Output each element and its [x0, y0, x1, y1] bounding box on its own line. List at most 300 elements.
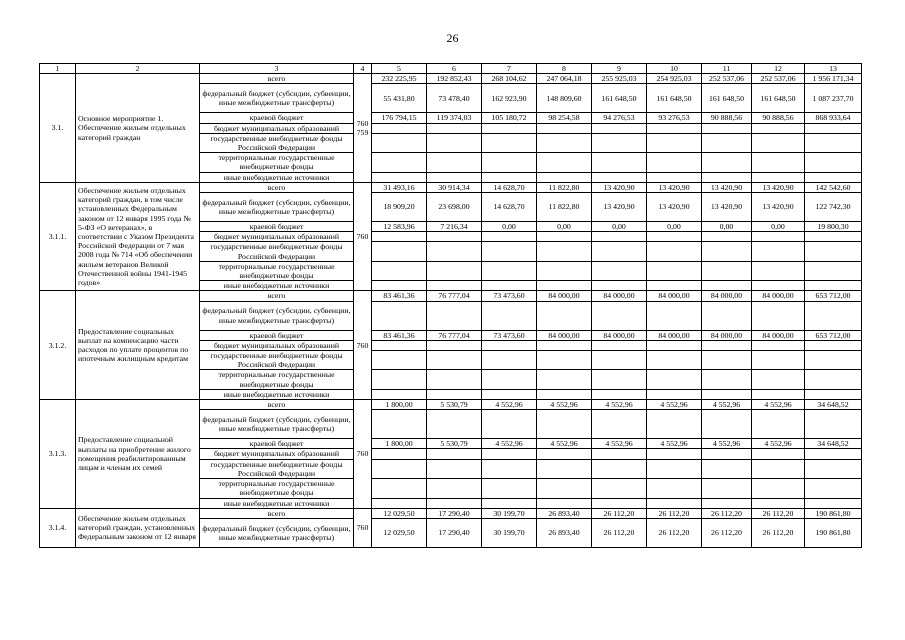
value-cell [427, 449, 482, 459]
value-cell: 105 180,72 [482, 113, 537, 123]
value-cell [805, 459, 862, 478]
value-cell: 84 000,00 [702, 291, 752, 301]
value-cell [372, 410, 427, 439]
value-cell [482, 172, 537, 182]
value-cell [805, 449, 862, 459]
value-cell: 13 420,90 [647, 193, 702, 222]
value-cell: 4 552,96 [592, 400, 647, 410]
value-cell: 148 809,60 [537, 84, 592, 113]
value-cell: 30 199,70 [482, 508, 537, 518]
value-cell: 31 493,16 [372, 182, 427, 192]
value-cell [372, 389, 427, 399]
value-cell [482, 242, 537, 261]
value-cell: 162 923,90 [482, 84, 537, 113]
value-cell [427, 153, 482, 172]
value-cell: 4 552,96 [752, 439, 805, 449]
value-cell: 11 822,80 [537, 193, 592, 222]
value-cell: 4 552,96 [537, 439, 592, 449]
value-cell [537, 459, 592, 478]
value-cell: 4 552,96 [702, 400, 752, 410]
funding-source: территориальные государственные внебюджетные фонды [200, 479, 354, 498]
value-cell [372, 153, 427, 172]
value-cell [702, 479, 752, 498]
value-cell: 161 648,50 [752, 84, 805, 113]
value-cell: 13 420,90 [592, 193, 647, 222]
funding-source: всего [200, 291, 354, 301]
value-cell [482, 301, 537, 330]
value-cell [647, 340, 702, 350]
table-row [40, 182, 862, 192]
value-cell [752, 351, 805, 370]
value-cell [592, 449, 647, 459]
value-cell [372, 232, 427, 242]
value-cell [805, 479, 862, 498]
header-cell: 13 [805, 64, 862, 74]
value-cell [752, 153, 805, 172]
value-cell [592, 459, 647, 478]
value-cell [752, 340, 805, 350]
value-cell: 12 029,50 [372, 508, 427, 518]
header-cell: 12 [752, 64, 805, 74]
funding-source: государственные внебюджетные фонды Российской Федерации [200, 242, 354, 261]
budget-table [39, 63, 862, 548]
value-cell [702, 123, 752, 133]
value-cell [372, 261, 427, 280]
value-cell: 1 956 171,34 [805, 74, 862, 84]
value-cell [805, 389, 862, 399]
value-cell [805, 232, 862, 242]
value-cell [427, 459, 482, 478]
value-cell [537, 281, 592, 291]
value-cell: 90 888,56 [752, 113, 805, 123]
value-cell: 12 029,50 [372, 518, 427, 547]
funding-source: иные внебюджетные источники [200, 172, 354, 182]
value-cell [647, 232, 702, 242]
value-cell [592, 351, 647, 370]
value-cell [702, 410, 752, 439]
value-cell [647, 351, 702, 370]
value-cell [482, 449, 537, 459]
value-cell [372, 449, 427, 459]
value-cell: 76 777,04 [427, 291, 482, 301]
value-cell [752, 123, 805, 133]
value-cell [647, 410, 702, 439]
value-cell [592, 232, 647, 242]
value-cell: 14 628,70 [482, 182, 537, 192]
funding-source: государственные внебюджетные фонды Российской Федерации [200, 133, 354, 152]
value-cell: 26 112,20 [647, 508, 702, 518]
funding-source: федеральный бюджет (субсидии, субвенции, иные межбюджетные трансферты) [200, 518, 354, 547]
value-cell [702, 281, 752, 291]
value-cell [752, 242, 805, 261]
value-cell: 232 225,95 [372, 74, 427, 84]
header-cell: 3 [200, 64, 354, 74]
value-cell [752, 410, 805, 439]
value-cell [537, 242, 592, 261]
value-cell: 0,00 [592, 222, 647, 232]
value-cell [537, 261, 592, 280]
value-cell: 252 537,06 [752, 74, 805, 84]
value-cell [592, 410, 647, 439]
value-cell [427, 479, 482, 498]
value-cell: 1 800,00 [372, 400, 427, 410]
value-cell: 653 712,00 [805, 291, 862, 301]
value-cell [752, 261, 805, 280]
value-cell [592, 172, 647, 182]
value-cell [537, 449, 592, 459]
item-number: 3.1.2. [40, 291, 76, 400]
value-cell: 4 552,96 [592, 439, 647, 449]
value-cell [482, 232, 537, 242]
value-cell [702, 232, 752, 242]
value-cell [702, 389, 752, 399]
value-cell [592, 498, 647, 508]
value-cell: 83 461,36 [372, 291, 427, 301]
item-name: Основное мероприятие 1. Обеспечение жильем отдельных категорий граждан [76, 74, 200, 183]
funding-source: иные внебюджетные источники [200, 498, 354, 508]
value-cell: 17 290,40 [427, 518, 482, 547]
table-body [40, 64, 862, 548]
funding-source: бюджет муниципальных образований [200, 340, 354, 350]
value-cell [427, 410, 482, 439]
value-cell: 161 648,50 [647, 84, 702, 113]
value-cell [372, 172, 427, 182]
value-cell [537, 133, 592, 152]
funding-source: бюджет муниципальных образований [200, 232, 354, 242]
value-cell: 4 552,96 [482, 400, 537, 410]
value-cell [537, 123, 592, 133]
value-cell [805, 172, 862, 182]
value-cell [372, 370, 427, 389]
value-cell: 0,00 [537, 222, 592, 232]
item-number: 3.1.4. [40, 508, 76, 547]
value-cell: 84 000,00 [752, 291, 805, 301]
value-cell: 84 000,00 [647, 330, 702, 340]
value-cell [537, 153, 592, 172]
header-row [40, 64, 862, 74]
value-cell: 0,00 [647, 222, 702, 232]
budget-code: 760 [354, 508, 372, 547]
value-cell [702, 153, 752, 172]
value-cell: 13 420,90 [647, 182, 702, 192]
value-cell [427, 340, 482, 350]
page-number: 26 [446, 31, 459, 45]
value-cell: 30 914,34 [427, 182, 482, 192]
value-cell [752, 301, 805, 330]
value-cell [482, 459, 537, 478]
value-cell: 84 000,00 [537, 291, 592, 301]
value-cell [482, 281, 537, 291]
value-cell: 255 925,03 [592, 74, 647, 84]
value-cell [537, 351, 592, 370]
value-cell: 192 852,43 [427, 74, 482, 84]
value-cell [482, 389, 537, 399]
funding-source: территориальные государственные внебюджетные фонды [200, 261, 354, 280]
value-cell [805, 498, 862, 508]
value-cell [427, 498, 482, 508]
funding-source: федеральный бюджет (субсидии, субвенции, иные межбюджетные трансферты) [200, 410, 354, 439]
value-cell [482, 351, 537, 370]
value-cell: 247 064,18 [537, 74, 592, 84]
value-cell: 19 800,30 [805, 222, 862, 232]
value-cell [427, 351, 482, 370]
funding-source: федеральный бюджет (субсидии, субвенции, иные межбюджетные трансферты) [200, 193, 354, 222]
value-cell [592, 479, 647, 498]
item-name: Обеспечение жильем отдельных категорий граждан, в том числе установленных Федеральным законом от 12 января 1995 года № 5-ФЗ «О ветеранах», в соответствии с Указом Президента Российской Федерации от 7 мая 2008 года № 714 «Об обеспечении жильем ветеранов Великой Отечественной войны 1941-1945 годов» [76, 182, 200, 291]
value-cell [752, 172, 805, 182]
value-cell: 254 925,03 [647, 74, 702, 84]
header-cell: 10 [647, 64, 702, 74]
value-cell [592, 370, 647, 389]
value-cell [702, 261, 752, 280]
value-cell [482, 261, 537, 280]
funding-source: всего [200, 400, 354, 410]
value-cell [752, 232, 805, 242]
value-cell [702, 351, 752, 370]
header-cell: 8 [537, 64, 592, 74]
value-cell [647, 123, 702, 133]
funding-source: государственные внебюджетные фонды Российской Федерации [200, 351, 354, 370]
value-cell [482, 498, 537, 508]
value-cell [372, 498, 427, 508]
value-cell: 14 628,70 [482, 193, 537, 222]
value-cell [592, 153, 647, 172]
value-cell: 94 276,53 [592, 113, 647, 123]
value-cell [482, 123, 537, 133]
value-cell: 142 542,60 [805, 182, 862, 192]
value-cell: 190 861,80 [805, 508, 862, 518]
value-cell: 26 112,20 [592, 518, 647, 547]
item-number: 3.1.1. [40, 182, 76, 291]
funding-source: государственные внебюджетные фонды Российской Федерации [200, 459, 354, 478]
header-cell: 7 [482, 64, 537, 74]
value-cell [702, 498, 752, 508]
value-cell [752, 479, 805, 498]
value-cell [647, 172, 702, 182]
value-cell [482, 340, 537, 350]
budget-code: 760 [354, 182, 372, 291]
value-cell [482, 410, 537, 439]
value-cell [592, 301, 647, 330]
value-cell [592, 133, 647, 152]
value-cell: 73 473,60 [482, 291, 537, 301]
funding-source: краевой бюджет [200, 439, 354, 449]
header-cell: 11 [702, 64, 752, 74]
value-cell [482, 133, 537, 152]
value-cell: 11 822,80 [537, 182, 592, 192]
header-cell: 1 [40, 64, 76, 74]
value-cell: 4 552,96 [482, 439, 537, 449]
funding-source: территориальные государственные внебюджетные фонды [200, 370, 354, 389]
value-cell: 84 000,00 [752, 330, 805, 340]
item-name: Предоставление социальных выплат на компенсацию части расходов по уплате процентов по ипотечным жилищным кредитам [76, 291, 200, 400]
funding-source: иные внебюджетные источники [200, 281, 354, 291]
value-cell [702, 133, 752, 152]
budget-code: 760 [354, 291, 372, 400]
value-cell: 26 112,20 [647, 518, 702, 547]
value-cell: 84 000,00 [647, 291, 702, 301]
value-cell: 122 742,30 [805, 193, 862, 222]
value-cell [752, 281, 805, 291]
value-cell: 5 530,79 [427, 439, 482, 449]
value-cell: 26 893,40 [537, 518, 592, 547]
value-cell: 0,00 [702, 222, 752, 232]
value-cell: 26 112,20 [752, 518, 805, 547]
value-cell [702, 242, 752, 261]
value-cell [537, 172, 592, 182]
funding-source: федеральный бюджет (субсидии, субвенции, иные межбюджетные трансферты) [200, 84, 354, 113]
funding-source: всего [200, 182, 354, 192]
value-cell [805, 153, 862, 172]
value-cell [537, 479, 592, 498]
value-cell: 55 431,80 [372, 84, 427, 113]
value-cell [805, 351, 862, 370]
value-cell: 23 698,00 [427, 193, 482, 222]
value-cell [805, 340, 862, 350]
value-cell [752, 449, 805, 459]
value-cell [805, 133, 862, 152]
value-cell [805, 242, 862, 261]
value-cell [427, 242, 482, 261]
value-cell: 1 800,00 [372, 439, 427, 449]
value-cell: 26 893,40 [537, 508, 592, 518]
value-cell [702, 449, 752, 459]
value-cell: 13 420,90 [752, 193, 805, 222]
header-cell: 2 [76, 64, 200, 74]
value-cell: 1 087 237,70 [805, 84, 862, 113]
value-cell [702, 370, 752, 389]
table-row [40, 291, 862, 301]
value-cell: 190 861,80 [805, 518, 862, 547]
value-cell: 84 000,00 [702, 330, 752, 340]
value-cell [805, 281, 862, 291]
value-cell: 0,00 [752, 222, 805, 232]
item-number: 3.1. [40, 74, 76, 183]
value-cell [647, 449, 702, 459]
value-cell: 98 254,58 [537, 113, 592, 123]
value-cell [647, 261, 702, 280]
header-cell: 9 [592, 64, 647, 74]
value-cell [647, 389, 702, 399]
value-cell [702, 301, 752, 330]
funding-source: иные внебюджетные источники [200, 389, 354, 399]
value-cell [805, 301, 862, 330]
value-cell [592, 242, 647, 261]
value-cell: 17 290,40 [427, 508, 482, 518]
value-cell [702, 340, 752, 350]
value-cell [647, 479, 702, 498]
value-cell: 34 648,52 [805, 439, 862, 449]
value-cell: 13 420,90 [592, 182, 647, 192]
value-cell [372, 351, 427, 370]
value-cell [805, 410, 862, 439]
value-cell [482, 370, 537, 389]
value-cell [647, 281, 702, 291]
value-cell [805, 370, 862, 389]
value-cell: 26 112,20 [592, 508, 647, 518]
value-cell: 73 473,60 [482, 330, 537, 340]
budget-code: 760 759 [354, 74, 372, 183]
value-cell: 84 000,00 [537, 330, 592, 340]
value-cell: 868 933,64 [805, 113, 862, 123]
value-cell: 76 777,04 [427, 330, 482, 340]
header-cell: 6 [427, 64, 482, 74]
value-cell [482, 153, 537, 172]
value-cell: 268 104,62 [482, 74, 537, 84]
value-cell: 119 374,03 [427, 113, 482, 123]
value-cell [592, 261, 647, 280]
funding-source: бюджет муниципальных образований [200, 449, 354, 459]
value-cell: 13 420,90 [702, 182, 752, 192]
value-cell [752, 498, 805, 508]
item-number: 3.1.3. [40, 400, 76, 509]
value-cell [752, 459, 805, 478]
value-cell [537, 370, 592, 389]
value-cell [372, 133, 427, 152]
item-name: Обеспечение жильем отдельных категорий граждан, установленных Федеральным законом от 12 января [76, 508, 200, 547]
funding-source: краевой бюджет [200, 222, 354, 232]
value-cell [647, 133, 702, 152]
value-cell: 26 112,20 [702, 518, 752, 547]
value-cell [647, 301, 702, 330]
value-cell [702, 459, 752, 478]
value-cell [372, 242, 427, 261]
value-cell [537, 410, 592, 439]
value-cell [537, 340, 592, 350]
value-cell [537, 389, 592, 399]
value-cell [647, 370, 702, 389]
value-cell [592, 123, 647, 133]
table-row [40, 74, 862, 84]
funding-source: бюджет муниципальных образований [200, 123, 354, 133]
value-cell [427, 370, 482, 389]
value-cell: 13 420,90 [752, 182, 805, 192]
value-cell: 653 712,00 [805, 330, 862, 340]
value-cell: 34 648,52 [805, 400, 862, 410]
value-cell [647, 242, 702, 261]
header-cell: 5 [372, 64, 427, 74]
value-cell [427, 232, 482, 242]
value-cell [702, 172, 752, 182]
header-cell: 4 [354, 64, 372, 74]
value-cell: 12 583,96 [372, 222, 427, 232]
funding-source: краевой бюджет [200, 330, 354, 340]
funding-source: всего [200, 508, 354, 518]
value-cell: 84 000,00 [592, 330, 647, 340]
value-cell [647, 459, 702, 478]
value-cell [592, 389, 647, 399]
value-cell: 73 478,40 [427, 84, 482, 113]
value-cell: 90 888,56 [702, 113, 752, 123]
budget-code: 760 [354, 400, 372, 509]
item-name: Предоставление социальной выплаты на приобретение жилого помещения реабилитированным лицам и членам их семей [76, 400, 200, 509]
value-cell [372, 301, 427, 330]
value-cell: 26 112,20 [752, 508, 805, 518]
value-cell: 161 648,50 [592, 84, 647, 113]
value-cell [372, 123, 427, 133]
value-cell [805, 261, 862, 280]
value-cell [752, 389, 805, 399]
value-cell [537, 498, 592, 508]
value-cell [427, 389, 482, 399]
funding-source: федеральный бюджет (субсидии, субвенции, иные межбюджетные трансферты) [200, 301, 354, 330]
value-cell: 4 552,96 [752, 400, 805, 410]
value-cell [427, 172, 482, 182]
value-cell [752, 133, 805, 152]
value-cell: 7 216,34 [427, 222, 482, 232]
value-cell [537, 232, 592, 242]
value-cell [372, 281, 427, 291]
